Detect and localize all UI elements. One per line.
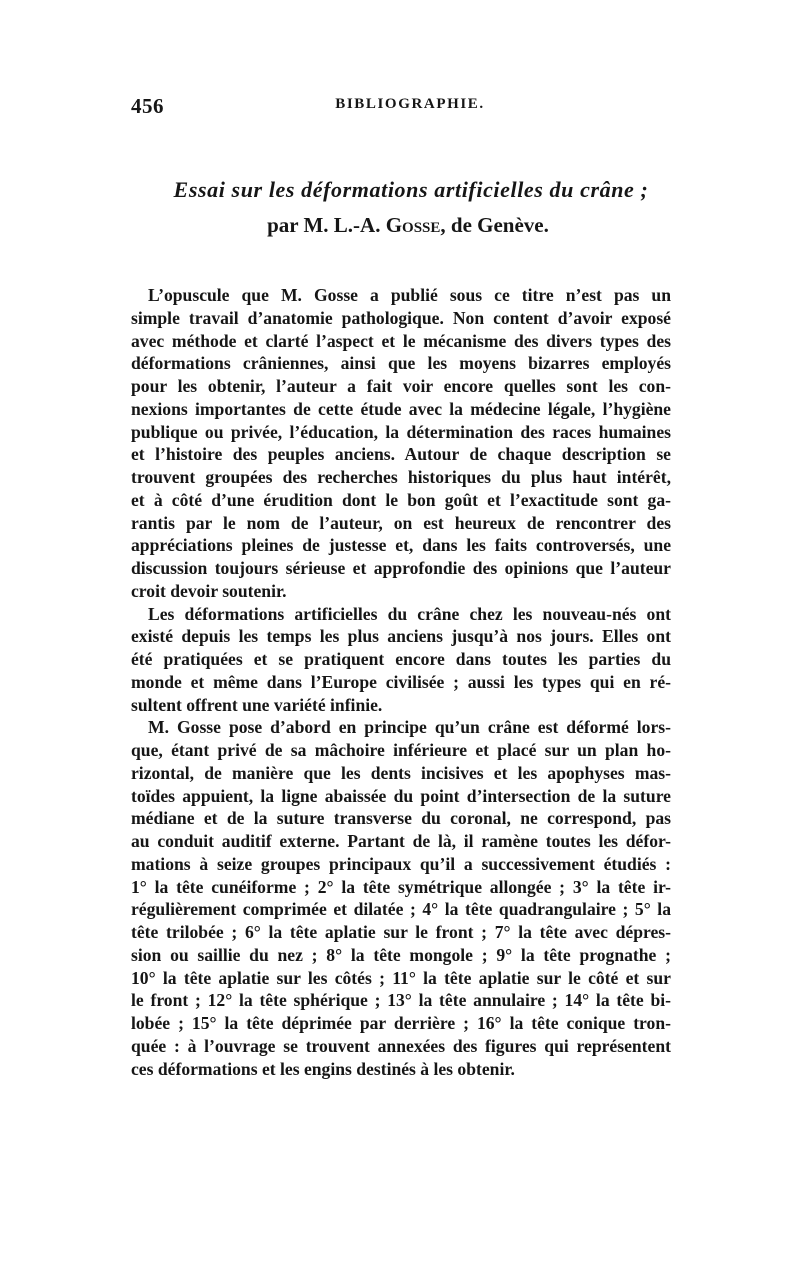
text-line: Les déformations artificielles du crâne chez les nouveau-nés ont <box>148 603 671 624</box>
text-line: quée : à l’ouvrage se trouvent annexées des figures qui représentent <box>131 1035 671 1056</box>
byline-suffix: , de Genève. <box>440 213 549 237</box>
text-line: au conduit auditif externe. Partant de là, il ramène toutes les défor- <box>131 831 671 851</box>
byline-prefix: par M. <box>267 213 334 237</box>
text-line: rantis par le nom de l’auteur, on est heureux de rencontrer des <box>131 512 671 533</box>
text-line: médiane et de la suture transverse du coronal, ne correspond, pas <box>131 808 671 829</box>
text-line: lobée ; 15° la tête déprimée par derrière ; 16° la tête conique tron- <box>131 1013 671 1033</box>
text-line: avec méthode et clarté l’aspect et le mécanisme des divers types des <box>131 330 671 351</box>
text-line: mations à seize groupes principaux qu’il a successivement étudiés : <box>131 853 671 874</box>
text-line: le front ; 12° la tête sphérique ; 13° la tête annulaire ; 14° la tête bi- <box>131 990 671 1011</box>
text-line: ces déformations et les engins destinés à les obtenir. <box>131 1058 515 1079</box>
byline <box>0 213 800 238</box>
running-head: BIBLIOGRAPHIE. <box>335 96 485 112</box>
text-line: et à côté d’une érudition dont le bon goût et l’exactitude sont ga- <box>131 489 671 510</box>
text-line: pour les obtenir, l’auteur a fait voir encore quelles sont les con- <box>131 376 671 396</box>
text-line: monde et même dans l’Europe civilisée ; aussi les types qui en ré- <box>131 671 671 692</box>
text-line: rizontal, de manière que les dents incisives et les apophyses mas- <box>131 762 671 783</box>
text-line: existé depuis les temps les plus anciens jusqu’à nos jours. Elles ont <box>131 626 671 647</box>
article-title: Essai sur les déformations artificielles du crâne ; <box>173 177 649 202</box>
text-line: trouvent groupées des recherches historiques du plus haut intérêt, <box>131 467 671 487</box>
text-line: appréciations pleines de justesse et, dans les faits controversés, une <box>131 535 671 556</box>
text-line: L’opuscule que M. Gosse a publié sous ce titre n’est pas un <box>148 285 671 305</box>
text-line: sultent offrent une variété infinie. <box>131 694 383 715</box>
byline-author: L.-A. Gosse <box>333 213 441 237</box>
text-line: toïdes appuient, la ligne abaissée du point d’intersection de la suture <box>131 785 671 806</box>
text-line: été pratiquées et se pratiquent encore dans toutes les parties du <box>131 649 671 669</box>
text-line: publique ou privée, l’éducation, la détermination des races humaines <box>131 421 671 442</box>
article-body <box>131 284 671 1080</box>
text-line: sion ou saillie du nez ; 8° la tête mongole ; 9° la tête prognathe ; <box>131 944 671 965</box>
text-line: 1° la tête cunéiforme ; 2° la tête symétrique allongée ; 3° la tête ir- <box>131 876 671 897</box>
text-line: simple travail d’anatomie pathologique. Non content d’avoir exposé <box>131 307 671 328</box>
text-line: croit devoir soutenir. <box>131 580 287 601</box>
text-line: régulièrement comprimée et dilatée ; 4° la tête quadrangulaire ; 5° la <box>131 899 671 920</box>
text-line: nexions importantes de cette étude avec la médecine légale, l’hygiène <box>131 398 671 419</box>
text-line: déformations crâniennes, ainsi que les moyens bizarres employés <box>131 353 671 374</box>
page-number: 456 <box>131 94 164 118</box>
text-line: et l’histoire des peuples anciens. Autour de chaque description se <box>131 444 671 465</box>
text-line: discussion toujours sérieuse et approfondie des opinions que l’auteur <box>131 558 671 578</box>
text-line: 10° la tête aplatie sur les côtés ; 11° la tête aplatie sur le côté et sur <box>131 967 671 988</box>
text-line: que, étant privé de sa mâchoire inférieure et placé sur un plan ho- <box>131 740 671 760</box>
text-line: tête trilobée ; 6° la tête aplatie sur le front ; 7° la tête avec dépres- <box>131 922 671 942</box>
text-line: M. Gosse pose d’abord en principe qu’un crâne est déformé lors- <box>148 717 671 738</box>
